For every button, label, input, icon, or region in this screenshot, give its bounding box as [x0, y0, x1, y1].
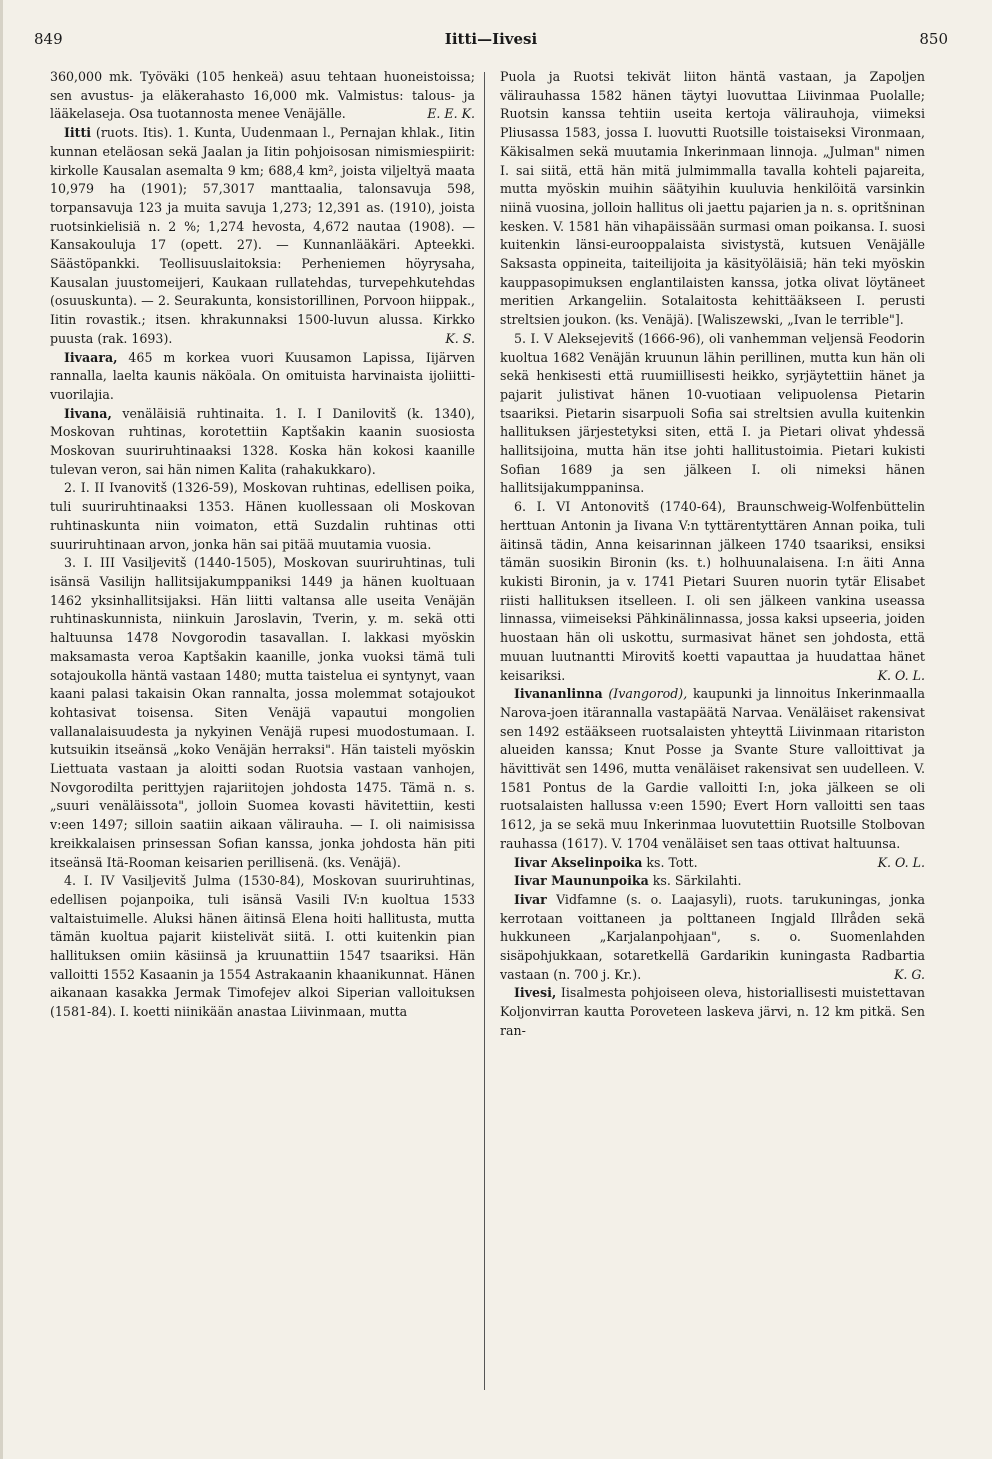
entry-head: Iivana, — [64, 405, 112, 421]
entry-iivar-akselinpoika: Iivar Akselinpoika ks. Tott. — [514, 854, 698, 870]
running-title: Iitti—Iivesi — [444, 30, 538, 48]
entry-iivaara: Iivaara, 465 m korkea vuori Kuusamon Lapissa, Iijärven rannalla, laelta kaunis näköala. On omituista harvinaista ijoliitti-vuorilajia. — [50, 349, 475, 402]
column-divider — [484, 72, 485, 1390]
page-number-right: 850 — [919, 30, 948, 48]
entry-iivesi: Iivesi, Iisalmesta pohjoiseen oleva, historiallisesti muistettavan Koljonvirran kautta Poroveteen laskeva järvi, n. 12 km pitkä. Sen ran- — [500, 985, 925, 1038]
signature: K. G. — [893, 966, 925, 982]
signature: K. O. L. — [877, 667, 925, 683]
signature: K. O. L. — [877, 854, 925, 870]
paragraph-iivana-5: 5. I. V Aleksejevitš (1666-96), oli vanhemman veljensä Feodorin kuoltua 1682 Venäjän kruunun lähin perillinen, mutta kun hän oli sekä henkisesti että ruumiillisesti heikko, syrjäytettiin hänet ja pajarit julistivat hänen 10-vuotiaan velipuolensa Pietarin tsaariksi. Pietarin sisarpuoli Sofia sai streltsien avulla kuitenkin hallituksen järjestetyksi siten, että I. ja Pietari olivat yhdessä hallitsijoina, mutta hän itse johti hallitustoimia. Pietari kukisti Sofian 1689 ja sen jälkeen I. oli nimeksi hänen hallitsijakumppaninsa. — [500, 330, 925, 496]
entry-head: Iivesi, — [514, 985, 557, 1001]
paragraph-iivana-2: 2. I. II Ivanovitš (1326-59), Moskovan ruhtinas, edellisen poika, tuli suuriruhtinaaksi 1353. Hänen kuollessaan oli Moskovan ruhtinaskunta niin voimaton, että Suzdalin ruhtinas otti suuriruhtinaan arvon, jonka hän sai pitää muutamia vuosia. — [50, 480, 475, 552]
paragraph-iivana-3: 3. I. III Vasiljevitš (1440-1505), Moskovan suuriruhtinas, tuli isänsä Vasilijn hallitsijakumppaniksi 1449 ja hänen kuoltuaan 1462 yksinhallitsijaksi. Hän liitti valtansa alle useita Venäjän ruhtinaskunnista, niinkuin Jaroslavin, Tverin, y. m. sekä otti haltuunsa 1478 Novgorodin tasavallan. I. lakkasi myöskin maksamasta veroa Kaptšakin kaanille, jonka vuoksi tämä tuli sotajoukolla häntä vastaan 1480; mutta taistelua ei syntynyt, vaan kaani palasi takaisin Okan rannalta, jossa molemmat sotajoukot kohtasivat toisensa. Siten Venäjä vapautui mongolien vallanalaisuudesta ja nykyinen Venäjä rupesi muodostumaan. I. kutsuikin itseänsä „koko Venäjän herraksi". Hän taisteli myöskin Liettuata vastaan ja aloitti sodan Ruotsia vastaan vanhojen, Novgorodilta perittyjen rajariitojen johdosta 1475. Tämä n. s. „suuri venäläissota", jolloin Suomea kovasti hävitettiin, kesti v:een 1497; silloin saatiin aikaan välirauha. — I. oli naimisissa kreikkalaisen prinsessan Sofian kanssa, jonka johdosta hän piti itseänsä Itä-Rooman keisarien perillisenä. (ks. Venäjä). — [50, 555, 475, 870]
page-header — [34, 30, 948, 60]
paragraph-iivana-4-cont: Puola ja Ruotsi tekivät liiton häntä vastaan, ja Zapoljen välirauhassa 1582 hänen täytyi luovuttaa Liivinmaa Puolalle; Ruotsin kanssa tehtiin useita kertoja välirauhoja, viimeksi Pliusassa 1583, jossa I. luovutti Ruotsille toistaiseksi Vironmaan, Käkisalmen sekä muutamia Inkerinmaan linnoja. „Julman" nimen I. sai siitä, että hän mitä julmimmalla tavalla kohteli pajareita, mutta myöskin muihin säätyihin kuuluvia henkilöitä varsinkin niinä vuosina, jolloin hallitus oli jaettu pajarien ja n. s. opritšninan kesken. V. 1581 hän vihapäissään surmasi oman poikansa. I. suosi kuitenkin länsi-eurooppalaista sivistystä, kutsuen Venäjälle Saksasta oppineita, taiteilijoita ja käsityöläisiä; hän teki myöskin kauppasopimuksen englantilaisten kanssa, jotka olivat löytäneet meritien Arkangeliin. Sotalaitosta kehittääkseen I. perusti streltsien joukon. (ks. Venäjä). [Waliszewski, „Ivan le terrible"]. — [500, 69, 925, 328]
entry-iitti: Iitti (ruots. Itis). 1. Kunta, Uudenmaan l., Pernajan khlak., Iitin kunnan eteläosan sekä Jaalan ja Iitin pohjoisosan nimismiespiirit: kirkolle Kausalan asemalta 9 km; 688,4 km², joista viljeltyä maata 10,979 ha (1901); 57,3017 manttaalia, talonsavuja 598, torpansavuja 123 ja muita savuja 1,273; 12,391 as. (1910), joista ruotsinkielisiä n. 2 %; 1,274 hevosta, 4,672 nautaa (1908). — Kansakouluja 17 (opett. 27). — Kunnanlääkäri. Apteekki. Säästöpankki. Teollisuuslaitoksia: Perheniemen höyrysaha, Kausalan juustomeijeri, Kaukaan rullatehdas, turvepehkutehdas (osuuskunta). — 2. Seurakunta, konsistorillinen, Porvoon hiippak., Iitin rovastik.; itsen. khrakunnaksi 1500-luvun alussa. Kirkko puusta (rak. 1693). K. S. — [50, 124, 475, 348]
right-column — [500, 68, 925, 1041]
signature: E. E. K. — [427, 106, 475, 122]
page-edge-shadow — [0, 0, 3, 1459]
entry-head: Iivar — [514, 891, 547, 907]
paragraph-intro: 360,000 mk. Työväki (105 henkeä) asuu tehtaan huoneistoissa; sen avustus- ja eläkerahasto 16,000 mk. Valmistus: talous- ja lääkelaseja. Osa tuotannosta menee Venäjälle. E. E. K. — [50, 68, 475, 124]
entry-iivananlinna: Iivananlinna (Ivangorod), kaupunki ja linnoitus Inkerinmaalla Narova-joen itärannalla vastapäätä Narvaa. Venäläiset rakensivat sen 1492 estääkseen ruotsalaisten yhteyttä Liivinmaan ritariston alueiden kanssa; Knut Posse ja Svante Sture valloittivat ja hävittivät sen 1496, mutta venäläiset rakensivat sen uudelleen. V. 1581 Pontus de la Gardie valloitti I:n, joka jälkeen se oli ruotsalaisten hallussa v:een 1590; Evert Horn valloitti sen taas 1612, ja se sekä muu Inkerinmaa luovutettiin Ruotsille Stolbovan rauhassa (1617). V. 1704 venäläiset sen taas ottivat haltuunsa. K. O. L. — [500, 685, 925, 853]
entry-iivana: Iivana, venäläisiä ruhtinaita. 1. I. I Danilovitš (k. 1340), Moskovan ruhtinas, korotettiin Kaptšakin kaanin suosiosta Moskovan suuriruhtinaaksi 1328. Koska hän kokosi kaanille tulevan veron, sai hän nimen Kalita (rahakukkaro). — [50, 405, 475, 477]
entry-head: Iivananlinna — [514, 686, 603, 702]
paragraph-iivana-6: 6. I. VI Antonovitš (1740-64), Braunschweig-Wolfenbüttelin herttuan Antonin ja Iivana V:n tyttärentyttären Annan poika, tuli äitinsä tädin, Anna keisarinnan jälkeen 1740 tsaariksi, ensiksi tämän suosikin Bironin (ks. t.) holhuunalaisena. I:n äiti Anna kukisti Bironin, ja v. 1741 Pietari Suuren nuorin tytär Elisabet riisti hallituksen itselleen. I. oli sen jälkeen vankina useassa linnassa, viimeiseksi Pähkinälinnassa, jossa kaksi upseeria, joiden huostaan hän oli uskottu, surmasivat hänet sen johdosta, että muuan luutnantti Mirovitš koetti vapauttaa ja huudattaa hänet keisariksi. K. O. L. — [500, 498, 925, 685]
entry-iivar-vidfamne: Iivar Vidfamne (s. o. Laajasyli), ruots. tarukuningas, jonka kerrotaan voittaneen ja polttaneen Ingjald Illråden sekä hukkuneen „Karjalanpohjaan", s. o. Suomenlahden sisäpohjukkaan, sotaretkellä Gardarikin kuningasta Radbartia vastaan (n. 700 j. Kr.). K. G. — [500, 891, 925, 985]
entry-head: Iivar Akselinpoika — [514, 854, 643, 870]
left-column — [50, 68, 475, 1022]
entry-head: Iivaara, — [64, 349, 118, 365]
entry-head: Iivar Maununpoika — [514, 873, 649, 889]
page-number-left: 849 — [34, 30, 63, 48]
paragraph-iivana-4: 4. I. IV Vasiljevitš Julma (1530-84), Moskovan suuriruhtinas, edellisen pojanpoika, tuli isänsä Vasili IV:n kuoltua 1533 valtaistuimelle. Aluksi hänen äitinsä Elena hoiti hallitusta, mutta tämän kuoltua pajarit kiistelivät siitä. I. otti kuitenkin pian hallituksen omiin käsiinsä ja kruunattiin 1547 tsaariksi. Hän valloitti 1552 Kasaanin ja 1554 Astrakaanin khaanikunnat. Hänen aikanaan kasakka Jermak Timofejev alkoi Siperian valloituksen (1581-84). I. koetti niinikään anastaa Liivinmaan, mutta — [50, 873, 475, 1020]
entry-head: Iitti — [64, 125, 92, 141]
signature: K. S. — [445, 330, 475, 346]
entry-iivar-maununpoika: Iivar Maununpoika ks. Särkilahti. — [514, 873, 742, 889]
